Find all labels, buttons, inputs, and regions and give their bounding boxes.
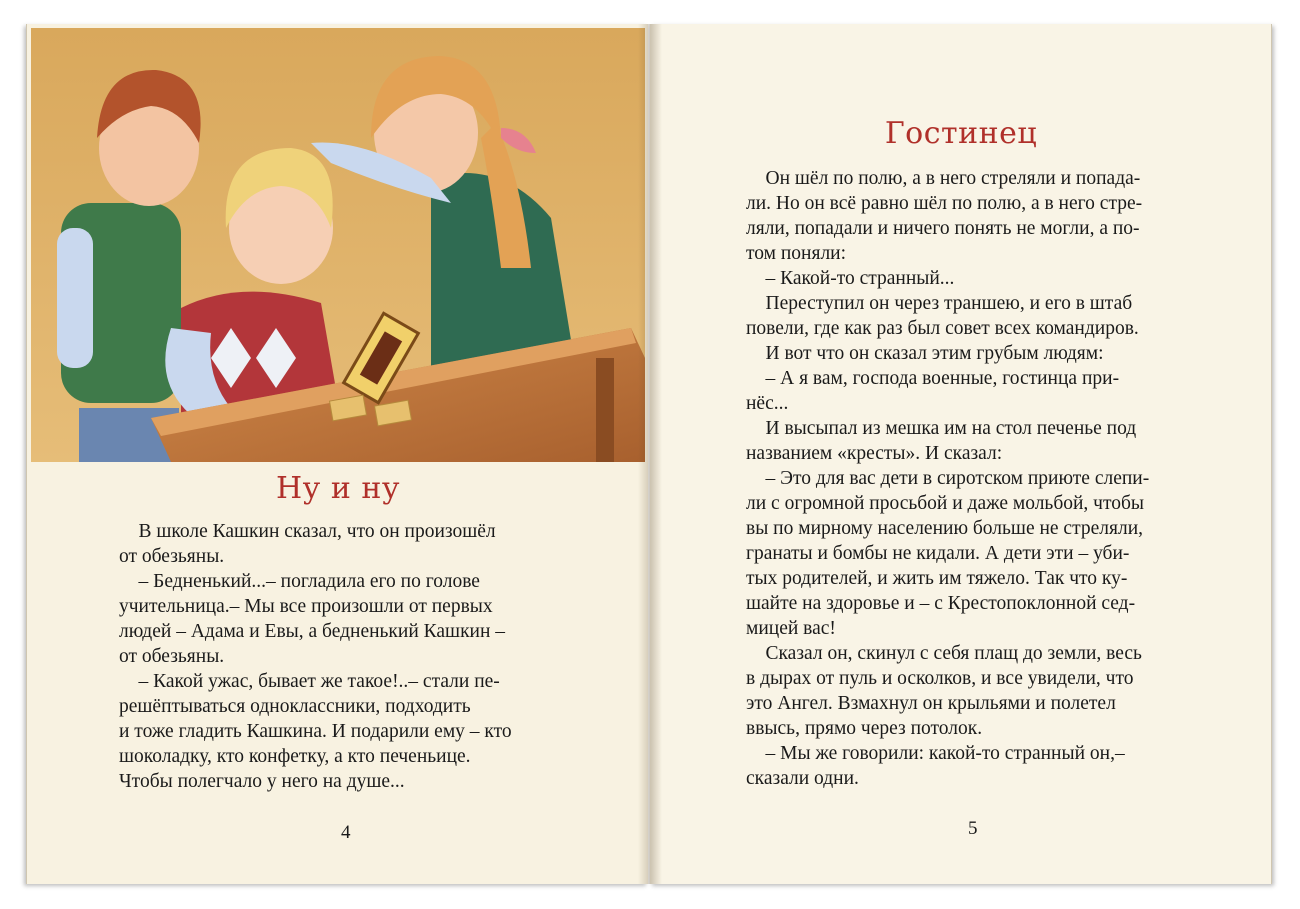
right-page <box>650 24 1272 884</box>
text-line: вы по мирному населению больше не стреляли, <box>746 518 1143 539</box>
text-line: – Это для вас дети в сиротском приюте слепи- <box>746 468 1150 489</box>
text-line: гранаты и бомбы не кидали. А дети эти – уби- <box>746 543 1130 564</box>
story-text-right <box>746 166 1212 791</box>
text-line: И высыпал из мешка им на стол печенье под <box>746 418 1137 439</box>
text-line: том поняли: <box>746 243 847 264</box>
text-line: – А я вам, господа военные, гостинца при- <box>746 368 1120 389</box>
text-line: Сказал он, скинул с себя плащ до земли, весь <box>746 643 1142 664</box>
book-spread <box>26 24 1276 884</box>
text-line: сказали одни. <box>746 768 859 789</box>
text-line: людей – Адама и Евы, а бедненький Кашкин – <box>119 621 506 642</box>
text-line: и тоже гладить Кашкина. И подарили ему – кто <box>119 721 512 742</box>
text-line: решёптываться одноклассники, подходить <box>119 696 471 717</box>
text-line: шайте на здоровье и – с Крестопоклонной сед- <box>746 593 1136 614</box>
page-number-right: 5 <box>968 818 978 839</box>
text-line: ляли, попадали и ничего понять не могли, а по- <box>746 218 1140 239</box>
text-line: – Какой ужас, бывает же такое!..– стали пе- <box>119 671 500 692</box>
story-title-nu-i-nu: Ну и ну <box>275 471 401 506</box>
text-line: это Ангел. Взмахнул он крыльями и полетел <box>746 693 1116 714</box>
text-line: от обезьяны. <box>119 546 225 567</box>
page-number-left: 4 <box>341 822 351 843</box>
text-line: нёс... <box>746 393 789 414</box>
left-page <box>26 24 648 884</box>
text-line: И вот что он сказал этим грубым людям: <box>746 343 1104 364</box>
text-line: В школе Кашкин сказал, что он произошёл <box>119 521 496 542</box>
text-line: Переступил он через траншею, и его в штаб <box>746 293 1133 314</box>
text-line: мицей вас! <box>746 618 836 639</box>
text-line: шоколадку, кто конфетку, а кто печеньице. <box>119 746 471 767</box>
text-line: Он шёл по полю, а в него стреляли и попада- <box>746 168 1141 189</box>
text-line: ли. Но он всё равно шёл по полю, а в него стре- <box>746 193 1143 214</box>
text-line: учительница.– Мы все произошли от первых <box>119 596 493 617</box>
text-line: ли с огромной просьбой и даже мольбой, чтобы <box>746 493 1145 514</box>
text-line: названием «кресты». И сказал: <box>746 443 1003 464</box>
text-line: – Мы же говорили: какой-то странный он,– <box>746 743 1125 764</box>
text-line: Чтобы полегчало у него на душе... <box>119 771 405 792</box>
children-at-desk-illustration <box>31 28 645 462</box>
story-title-gostinets: Гостинец <box>884 116 1038 151</box>
text-line: – Какой-то странный... <box>746 268 955 289</box>
text-line: в дырах от пуль и осколков, и все увидели, что <box>746 668 1134 689</box>
text-line: от обезьяны. <box>119 646 225 667</box>
text-line: тых родителей, и жить им тяжело. Так что ку- <box>746 568 1128 589</box>
text-line: – Бедненький...– погладила его по голове <box>119 571 480 592</box>
story-text-left <box>119 519 585 794</box>
text-line: повели, где как раз был совет всех командиров. <box>746 318 1139 339</box>
text-line: ввысь, прямо через потолок. <box>746 718 983 739</box>
